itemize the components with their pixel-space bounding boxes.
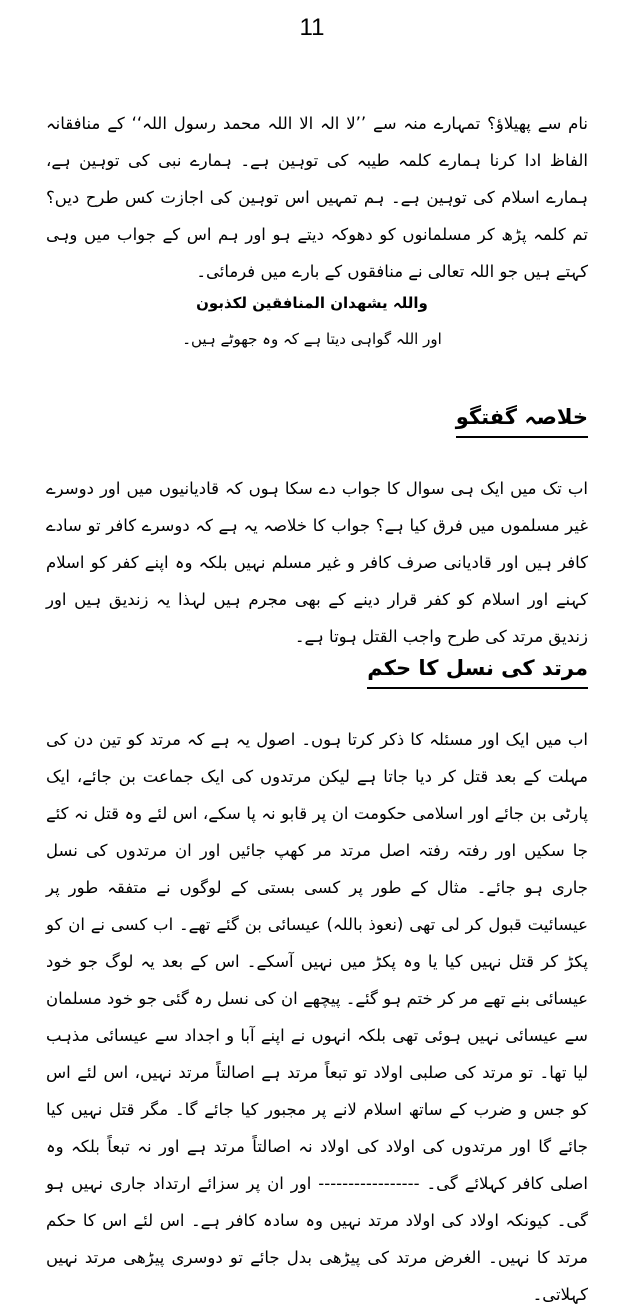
- quote-translation: اور اللہ گواہی دیتا ہے کہ وہ جھوٹے ہیں۔: [182, 330, 442, 348]
- page-number: 11: [299, 14, 325, 41]
- arabic-quote: واللہ یشھدان المنافقین لکذبون: [196, 294, 428, 312]
- section-heading-summary: خلاصہ گفتگو: [456, 400, 588, 438]
- summary-paragraph: اب تک میں ایک ہی سوال کا جواب دے سکا ہوں کہ قادیانیوں میں اور دوسرے غیر مسلموں میں فرق کیا ہے؟ جواب کا خلاصہ یہ ہے کہ دوسرے کافر تو سادے کافر ہیں اور قادیانی صرف کافر و غیر مسلم نہیں بلکہ وہ اپنے کفر کو اسلام کہنے اور اسلام کو کفر قرار دینے کے بھی مجرم ہیں لہذا یہ زندیق ہیں اور زندیق مرتد کی طرح واجب القتل ہوتا ہے۔: [46, 478, 588, 646]
- intro-paragraph: نام سے پھیلاؤ؟ تمہارے منہ سے ’’لا الہ الا اللہ محمد رسول اللہ‘‘ کے منافقانہ الفاظ ادا کرنا ہمارے کلمہ طیبہ کی توہین ہے۔ ہمارے نبی کی توہین ہے، ہمارے اسلام کی توہین ہے۔ ہم تمہیں اس توہین کی اجازت کس طرح دیں؟ تم کلمہ پڑھ کر مسلمانوں کو دھوکہ دیتے ہو اور ہم اس کے جواب میں وہی کہتے ہیں جو اللہ تعالی نے منافقوں کے بارے میں فرمائی۔: [46, 113, 588, 281]
- apostate-lineage-paragraph: اب میں ایک اور مسئلہ کا ذکر کرتا ہوں۔ اصول یہ ہے کہ مرتد کو تین دن کی مہلت کے بعد قتل کر دیا جاتا ہے لیکن مرتدوں کی ایک جماعت بن جائے، ایک پارٹی بن جائے اور اسلامی حکومت ان پر قابو نہ پا سکے، اس لئے وہ قتل نہ کئے جا سکیں اور رفتہ رفتہ اصل مرتد مر کھپ جائیں اور ان مرتدوں کی نسل جاری ہو جائے۔ مثال کے طور پر کسی بستی کے لوگوں نے متفقہ طور پر عیسائیت قبول کر لی تھی (نعوذ باللہ) عیسائی بن گئے تھے۔ اب کسی نے ان کو پکڑ کر قتل نہیں کیا یا وہ پکڑ میں نہیں آسکے۔ اس کے بعد یہ لوگ جو خود عیسائی بنے تھے مر کر ختم ہو گئے۔ پیچھے ان کی نسل رہ گئی جو خود مسلمان سے عیسائی نہیں ہوئی تھی بلکہ انہوں نے اپنے آبا و اجداد سے عیسائی مذہب لیا تھا۔ تو مرتد کی صلبی اولاد تو تبعاً مرتد ہے اصالتاً مرتد نہیں، اس لئے اس کو جس و ضرب کے ساتھ اسلام لانے پر مجبور کیا جائے گا۔ مگر قتل نہیں کیا جائے گا اور مرتدوں کی اولاد کی اولاد نہ اصالتاً مرتد ہے اور نہ تبعاً بلکہ وہ اصلی کافر کہلائے گی۔ ----------------- اور ان پر سزائے ارتداد جاری نہیں ہو گی۔ کیونکہ اولاد کی اولاد مرتد نہیں وہ سادہ کافر ہے۔ اس لئے اس کا حکم مرتد کا نہیں۔ الغرض مرتد کی پیڑھی بدل جائے تو دوسری پیڑھی مرتد نہیں کہلاتی۔: [46, 729, 588, 1304]
- section-heading-apostate-lineage: مرتد کی نسل کا حکم: [367, 651, 588, 689]
